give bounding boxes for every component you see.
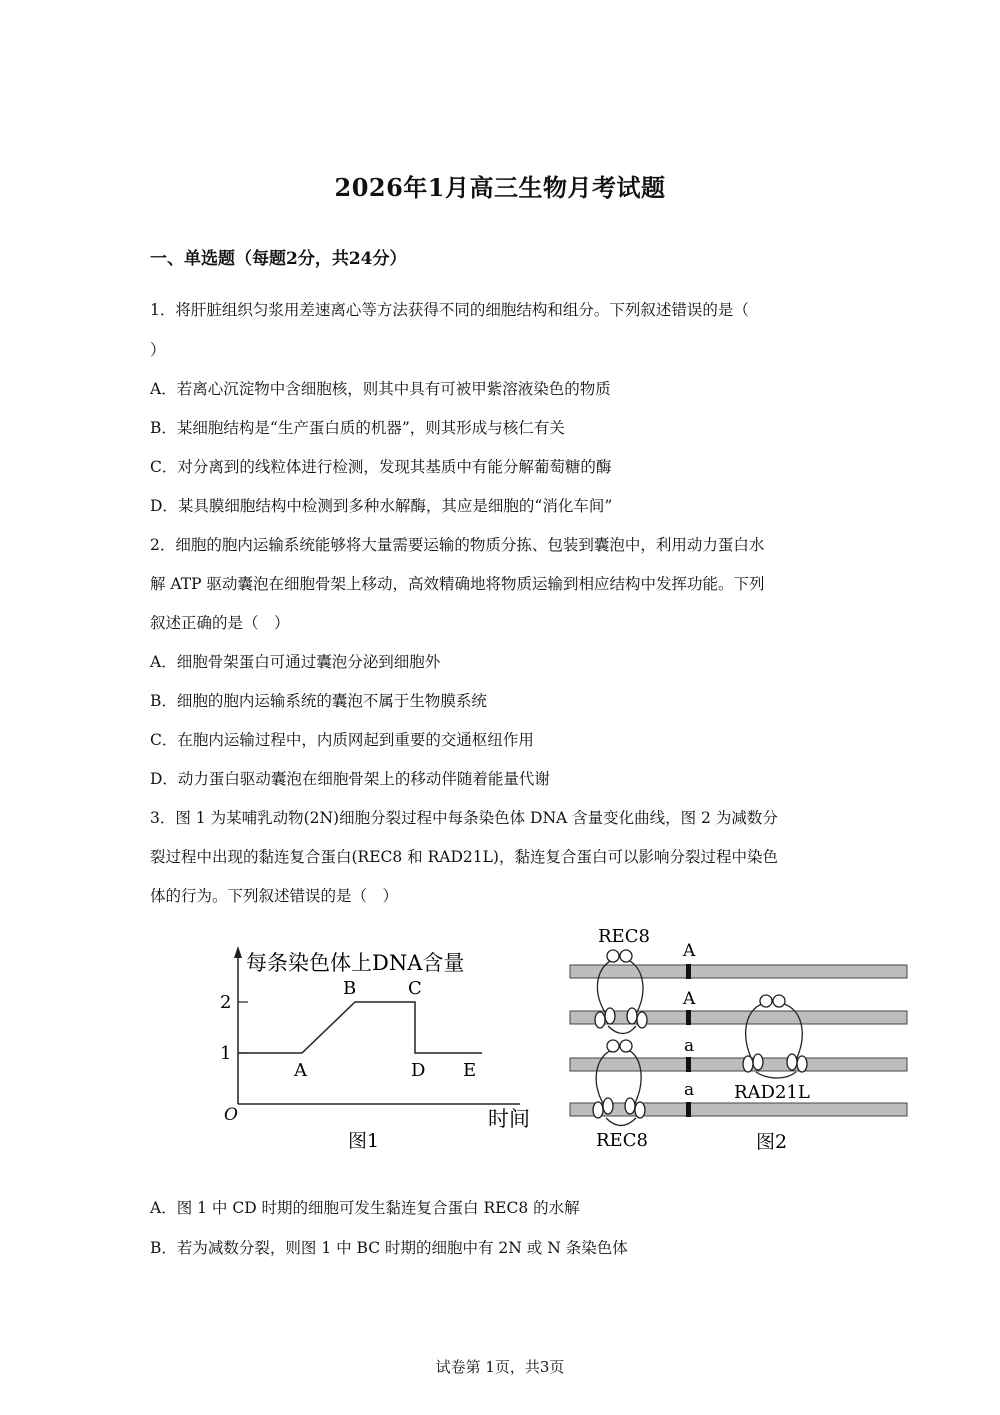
q3-option-b: B．若为减数分裂，则图 1 中 BC 时期的细胞中有 2N 或 N 条染色体: [150, 1239, 628, 1257]
figure-1-caption: 图1: [348, 1130, 380, 1152]
point-label-e: E: [463, 1060, 477, 1081]
allele-label-2: A: [683, 989, 696, 1009]
q2-option-c: C．在胞内运输过程中，内质网起到重要的交通枢纽作用: [150, 731, 534, 749]
allele-label-4: a: [684, 1080, 695, 1100]
q3-stem-line3: 体的行为。下列叙述错误的是（ ）: [150, 887, 399, 905]
q2-stem-line3: 叙述正确的是（ ）: [150, 614, 290, 632]
q2-stem-line2: 解 ATP 驱动囊泡在细胞骨架上移动，高效精确地将物质运输到相应结构中发挥功能。下列: [150, 575, 765, 593]
rec8-label-top: REC8: [598, 926, 650, 947]
q1-option-d: D．某具膜细胞结构中检测到多种水解酶，其应是细胞的“消化车间”: [150, 497, 613, 515]
figure-2: [570, 926, 907, 1153]
q1-option-c: C．对分离到的线粒体进行检测，发现其基质中有能分解葡萄糖的酶: [150, 458, 612, 476]
origin-label: O: [224, 1105, 238, 1125]
chromatid-4: [570, 1103, 907, 1116]
chromatid-3: [570, 1058, 907, 1071]
q2-option-b: B．细胞的胞内运输系统的囊泡不属于生物膜系统: [150, 692, 487, 710]
chromatid-2: [570, 1011, 907, 1024]
q3-stem-line2: 裂过程中出现的黏连复合蛋白(REC8 和 RAD21L)，黏连复合蛋白可以影响分裂过程中染色: [150, 848, 778, 866]
q1-stem-line2: ）: [150, 341, 166, 359]
page-footer: 试卷第 1页，共3页: [435, 1358, 565, 1376]
centromere-1: [686, 964, 691, 979]
point-label-a: A: [294, 1060, 307, 1081]
dna-curve: [238, 1002, 482, 1053]
y-axis-label: 每条染色体上DNA含量: [246, 951, 465, 975]
allele-label-1: A: [683, 941, 696, 961]
figure-1: [220, 946, 530, 1152]
q2-option-d: D．动力蛋白驱动囊泡在细胞骨架上的移动伴随着能量代谢: [150, 770, 550, 788]
section-heading: 一、单选题（每题2分，共24分）: [150, 249, 407, 269]
q3-figure-svg: [200, 922, 920, 1162]
q3-figures: [200, 922, 920, 1166]
q1-stem-line1: 1．将肝脏组织匀浆用差速离心等方法获得不同的细胞结构和组分。下列叙述错误的是（: [150, 301, 749, 319]
exam-title: 2026年1月高三生物月考试题: [334, 173, 666, 202]
chromatid-1: [570, 965, 907, 978]
tick-label-2: 2: [220, 992, 232, 1013]
q3-option-a: A．图 1 中 CD 时期的细胞可发生黏连复合蛋白 REC8 的水解: [150, 1199, 580, 1217]
y-axis-arrow: [234, 946, 242, 958]
centromere-3: [686, 1057, 691, 1072]
q3-stem-line1: 3．图 1 为某哺乳动物(2N)细胞分裂过程中每条染色体 DNA 含量变化曲线，图 2 为减数分: [150, 809, 778, 827]
centromere-4: [686, 1102, 691, 1117]
point-label-d: D: [411, 1060, 426, 1081]
point-label-c: C: [408, 978, 422, 999]
q1-option-a: A．若离心沉淀物中含细胞核，则其中具有可被甲紫溶液染色的物质: [150, 380, 611, 398]
q2-stem-line1: 2．细胞的胞内运输系统能够将大量需要运输的物质分拣、包装到囊泡中，利用动力蛋白水: [150, 536, 765, 554]
figure-2-caption: 图2: [756, 1131, 788, 1153]
allele-label-3: a: [684, 1036, 695, 1056]
centromere-2: [686, 1010, 691, 1025]
rec8-label-bottom: REC8: [596, 1130, 648, 1151]
rad21l-label: RAD21L: [734, 1082, 810, 1103]
x-axis-label: 时间: [488, 1107, 530, 1131]
q2-option-a: A．细胞骨架蛋白可通过囊泡分泌到细胞外: [150, 653, 441, 671]
tick-label-1: 1: [220, 1043, 232, 1064]
point-label-b: B: [343, 978, 357, 999]
q1-option-b: B．某细胞结构是“生产蛋白质的机器”，则其形成与核仁有关: [150, 419, 565, 437]
